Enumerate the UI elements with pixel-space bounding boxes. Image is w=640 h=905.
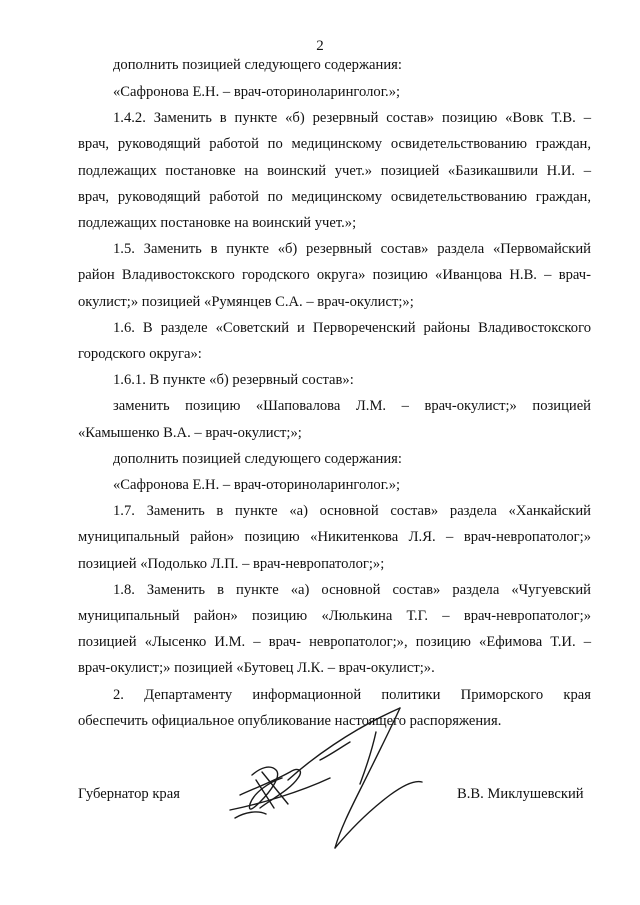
page-number: 2	[316, 38, 324, 54]
text-line: врач, руководящий работой по медицинскому освидетельствованию граждан,	[78, 189, 591, 205]
text-line: подлежащих постановке на воинский учет.» позицией «Базикашвили Н.И. –	[78, 163, 591, 179]
text-line: дополнить позицией следующего содержания:	[113, 57, 402, 73]
text-line: обеспечить официальное опубликование настоящего распоряжения.	[78, 713, 502, 729]
text-line: дополнить позицией следующего содержания:	[113, 451, 402, 467]
text-line: «Камышенко В.А. – врач-окулист;»;	[78, 425, 302, 441]
text-line: 1.4.2. Заменить в пункте «б) резервный состав» позицию «Вовк Т.В. –	[113, 110, 591, 126]
text-line: позицией «Подолько Л.П. – врач-невропатолог;»;	[78, 556, 385, 572]
text-line: городского округа»:	[78, 346, 202, 362]
text-line: окулист;» позицией «Румянцев С.А. – врач-окулист;»;	[78, 294, 414, 310]
signatory-title: Губернатор края	[78, 786, 180, 802]
text-line: 1.8. Заменить в пункте «а) основной состав» раздела «Чугуевский	[113, 582, 591, 598]
text-line: 1.5. Заменить в пункте «б) резервный состав» раздела «Первомайский	[113, 241, 591, 257]
text-line: заменить позицию «Шаповалова Л.М. – врач-окулист;» позицией	[113, 398, 591, 414]
text-line: «Сафронова Е.Н. – врач-оториноларинголог.»;	[113, 84, 401, 100]
handwritten-signature	[200, 700, 460, 860]
text-line: район Владивостокского городского округа» позицию «Иванцова Н.В. – врач-	[78, 267, 591, 283]
text-line: муниципальный район» позицию «Никитенкова Л.Я. – врач-невропатолог;»	[78, 529, 591, 545]
text-line: врач-окулист;» позицией «Бутовец Л.К. – врач-окулист;».	[78, 660, 435, 676]
text-line: врач, руководящий работой по медицинскому освидетельствованию граждан,	[78, 136, 591, 152]
text-line: 2. Департаменту информационной политики Приморского края	[113, 687, 591, 703]
text-line: подлежащих постановке на воинский учет.»;	[78, 215, 357, 231]
text-line: муниципальный район» позицию «Люлькина Т.Г. – врач-невропатолог;»	[78, 608, 591, 624]
text-line: «Сафронова Е.Н. – врач-оториноларинголог.»;	[113, 477, 401, 493]
text-line: 1.6. В разделе «Советский и Первореченский районы Владивостокского	[113, 320, 591, 336]
signatory-name: В.В. Миклушевский	[457, 786, 584, 802]
text-line: позицией «Лысенко И.М. – врач- невропатолог;», позицию «Ефимова Т.И. –	[78, 634, 591, 650]
text-line: 1.7. Заменить в пункте «а) основной состав» раздела «Ханкайский	[113, 503, 591, 519]
text-line: 1.6.1. В пункте «б) резервный состав»:	[113, 372, 354, 388]
